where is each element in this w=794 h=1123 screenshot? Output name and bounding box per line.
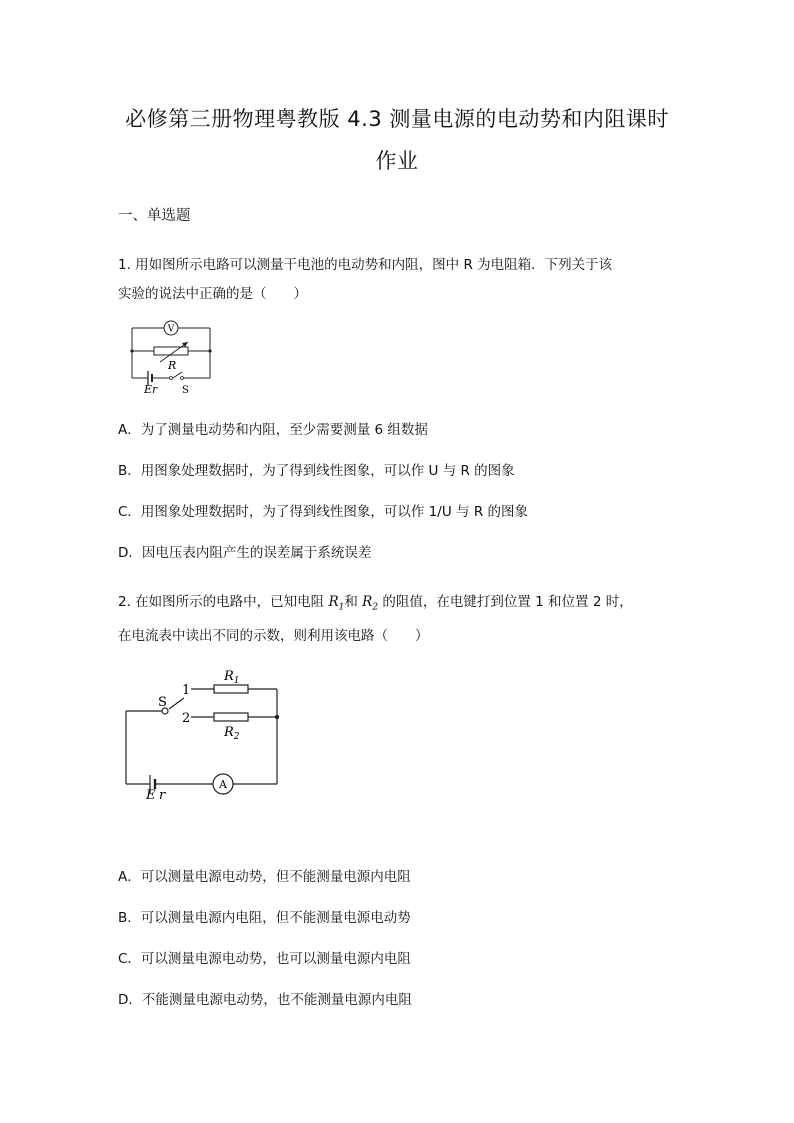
q2-stem-line2: 在电流表中读出不同的示数，则利用该电路（ ） <box>118 628 429 644</box>
q1-option-b: B．用图象处理数据时，为了得到线性图象，可以作 U 与 R 的图象 <box>118 463 515 479</box>
q2-option-a: A．可以测量电源电动势，但不能测量电源内电阻 <box>118 869 411 885</box>
r2-label: $R_2$ <box>224 725 240 742</box>
q2-option-b: B．可以测量电源内电阻，但不能测量电源电动势 <box>118 910 411 926</box>
q2-circuit-diagram <box>120 660 290 800</box>
q1-option-d: D．因电压表内阻产生的误差属于系统误差 <box>118 545 372 561</box>
document-title-line1: 必修第三册物理粤教版 4.3 测量电源的电动势和内阻课时 <box>125 107 669 131</box>
r1-label: $R_1$ <box>224 669 240 686</box>
resistor-r-label: R <box>168 359 177 372</box>
ammeter-label: A <box>219 778 227 791</box>
section-heading: 一、单选题 <box>118 208 191 224</box>
internal-r-label: r <box>159 788 166 800</box>
q1-option-a: A．为了测量电动势和内阻，至少需要测量 6 组数据 <box>118 422 428 438</box>
source-label: Er <box>144 383 158 396</box>
q2-r1-symbol: $R_1$ <box>328 594 345 613</box>
switch-s-label: S <box>182 385 189 396</box>
q2-stem-part-a: 2. 在如图所示的电路中，已知电阻 <box>118 594 329 610</box>
q2-r2-symbol: $R_2$ <box>362 594 379 613</box>
document-title-line2: 作业 <box>375 149 419 173</box>
q2-stem-part-c: 的阻值，在电键打到位置 1 和位置 2 时， <box>378 594 633 610</box>
emf-e-label: E <box>146 788 156 800</box>
q1-stem-line2: 实验的说法中正确的是（ ） <box>118 286 307 302</box>
q2-stem-line1 <box>118 590 633 613</box>
switch-s-label-q2: S <box>158 695 167 710</box>
q2-option-d: D．不能测量电源电动势，也不能测量电源内电阻 <box>118 992 412 1008</box>
q1-stem-line1: 1. 用如图所示电路可以测量干电池的电动势和内阻，图中 R 为电阻箱．下列关于该 <box>118 257 613 273</box>
position-1-label: 1 <box>182 683 191 698</box>
position-2-label: 2 <box>182 711 191 726</box>
q2-option-c: C．可以测量电源电动势，也可以测量电源内电阻 <box>118 951 411 967</box>
q1-circuit-diagram <box>124 318 224 396</box>
q2-stem-part-b: 和 <box>344 594 363 610</box>
q1-option-c: C．用图象处理数据时，为了得到线性图象，可以作 1/U 与 R 的图象 <box>118 504 528 520</box>
voltmeter-label: V <box>167 324 175 335</box>
